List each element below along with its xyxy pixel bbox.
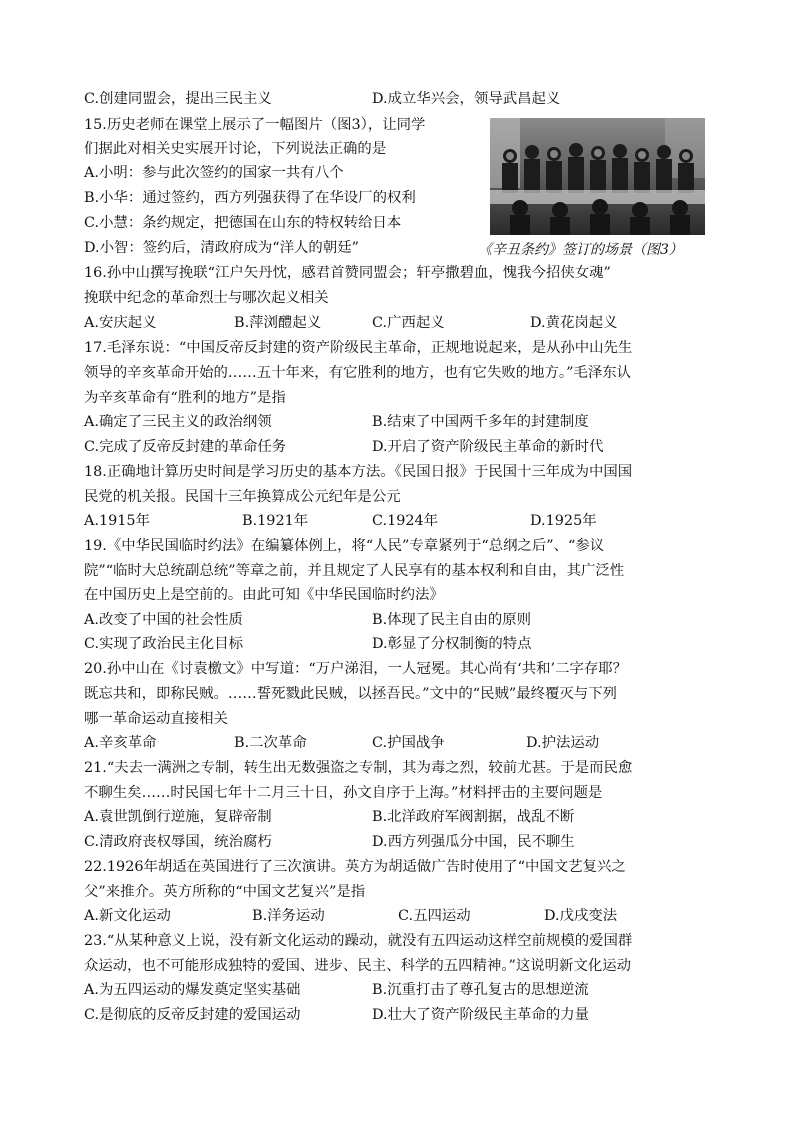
q21-option-a: A.袁世凯倒行逆施，复辟帝制 bbox=[84, 809, 272, 825]
q15-option-b: B.小华：通过签约，西方列强获得了在华设厂的权利 bbox=[84, 190, 416, 206]
q22-option-c: C.五四运动 bbox=[398, 908, 471, 924]
q22-option-d: D.戊戌变法 bbox=[544, 908, 618, 924]
q18-stem-line1: 18.正确地计算历史时间是学习历史的基本方法。《民国日报》于民国十三年成为中国国 bbox=[84, 464, 633, 480]
treaty-signing-photo bbox=[490, 118, 705, 235]
q20-stem-line3: 哪一革命运动直接相关 bbox=[84, 711, 228, 727]
q15-option-d: D.小智：签约后，清政府成为“洋人的朝廷” bbox=[84, 240, 359, 256]
q15-option-c: C.小慧：条约规定，把德国在山东的特权转给日本 bbox=[84, 215, 402, 231]
q21-option-b: B.北洋政府军阀割据，战乱不断 bbox=[372, 809, 575, 825]
q20-stem-line1: 20.孙中山在《讨袁檄文》中写道：“万户涕泪，一人冠冕。其心尚有‘共和’二字存耶？ bbox=[84, 661, 628, 677]
q18-stem-line2: 民党的机关报。民国十三年换算成公元纪年是公元 bbox=[84, 489, 401, 505]
photo-illustration bbox=[490, 118, 705, 235]
q22-stem-line2: 父”来推介。英方所称的“中国文艺复兴”是指 bbox=[84, 884, 366, 900]
q21-option-c: C.清政府丧权辱国，统治腐朽 bbox=[84, 834, 272, 850]
q23-option-b: B.沉重打击了尊孔复古的思想逆流 bbox=[372, 982, 589, 998]
q15-option-a: A.小明：参与此次签约的国家一共有八个 bbox=[84, 165, 344, 181]
q18-option-c: C.1924年 bbox=[372, 513, 439, 529]
q16-option-b: B.萍浏醴起义 bbox=[234, 315, 322, 331]
q16-option-a: A.安庆起义 bbox=[84, 315, 157, 331]
q14-option-c: C.创建同盟会，提出三民主义 bbox=[84, 91, 272, 107]
q21-stem-line2: 不聊生矣……时民国七年十二月三十日，孙文自序于上海。”材料抨击的主要问题是 bbox=[84, 785, 603, 801]
q20-option-c: C.护国战争 bbox=[372, 735, 445, 751]
photo-caption: 《辛丑条约》签订的场景（图3） bbox=[478, 242, 683, 258]
q19-stem-line2: 院”“临时大总统副总统”等章之前，并且规定了人民享有的基本权利和自由，其广泛性 bbox=[84, 563, 625, 579]
q19-stem-line1: 19.《中华民国临时约法》在编纂体例上，将“人民”专章紧列于“总纲之后”、“参议 bbox=[84, 538, 605, 554]
q22-stem-line1: 22.1926年胡适在英国进行了三次演讲。英方为胡适做广告时使用了“中国文艺复兴之 bbox=[84, 859, 626, 875]
q19-stem-line3: 在中国历史上是空前的。由此可知《中华民国临时约法》 bbox=[84, 587, 444, 603]
q17-option-a: A.确定了三民主义的政治纲领 bbox=[84, 414, 272, 430]
q19-option-c: C.实现了政治民主化目标 bbox=[84, 636, 243, 652]
q17-stem-line3: 为辛亥革命有“胜利的地方”是指 bbox=[84, 390, 286, 406]
q21-option-d: D.西方列强瓜分中国，民不聊生 bbox=[372, 834, 575, 850]
q23-option-d: D.壮大了资产阶级民主革命的力量 bbox=[372, 1007, 590, 1023]
q19-option-a: A.改变了中国的社会性质 bbox=[84, 612, 243, 628]
q16-option-c: C.广西起义 bbox=[372, 315, 445, 331]
q19-option-b: B.体现了民主自由的原则 bbox=[372, 612, 532, 628]
q16-stem-line1: 16.孙中山撰写挽联“江户矢丹忱，感君首赞同盟会；轩亭撒碧血，愧我今招侠女魂” bbox=[84, 265, 611, 281]
q17-stem-line1: 17.毛泽东说：“中国反帝反封建的资产阶级民主革命，正规地说起来，是从孙中山先生 bbox=[84, 340, 633, 356]
q20-option-b: B.二次革命 bbox=[234, 735, 307, 751]
q23-option-c: C.是彻底的反帝反封建的爱国运动 bbox=[84, 1007, 301, 1023]
q22-option-b: B.洋务运动 bbox=[252, 908, 325, 924]
q15-stem-line2: 们据此对相关史实展开讨论，下列说法正确的是 bbox=[84, 141, 387, 157]
q22-option-a: A.新文化运动 bbox=[84, 908, 171, 924]
q17-option-b: B.结束了中国两千多年的封建制度 bbox=[372, 414, 589, 430]
q20-option-d: D.护法运动 bbox=[526, 735, 600, 751]
q15-stem-line1: 15.历史老师在课堂上展示了一幅图片（图3），让同学 bbox=[84, 117, 426, 133]
q23-stem-line2: 众运动，也不可能形成独特的爱国、进步、民主、科学的五四精神。”这说明新文化运动 bbox=[84, 958, 632, 974]
q20-stem-line2: 既忘共和，即称民贼。……誓死戮此民贼，以拯吾民。”文中的“民贼”最终覆灭与下列 bbox=[84, 686, 617, 702]
q17-option-d: D.开启了资产阶级民主革命的新时代 bbox=[372, 439, 604, 455]
q19-option-d: D.彰显了分权制衡的特点 bbox=[372, 636, 532, 652]
q21-stem-line1: 21.“夫去一满洲之专制，转生出无数强盗之专制，其为毒之烈，较前尤甚。于是而民愈 bbox=[84, 760, 633, 776]
q14-option-d: D.成立华兴会，领导武昌起义 bbox=[372, 91, 561, 107]
q17-option-c: C.完成了反帝反封建的革命任务 bbox=[84, 439, 287, 455]
q16-option-d: D.黄花岗起义 bbox=[530, 315, 618, 331]
q18-option-a: A.1915年 bbox=[84, 513, 150, 529]
q17-stem-line2: 领导的辛亥革命开始的……五十年来，有它胜利的地方，也有它失败的地方。”毛泽东认 bbox=[84, 365, 632, 381]
q23-option-a: A.为五四运动的爆发奠定坚实基础 bbox=[84, 982, 301, 998]
q18-option-b: B.1921年 bbox=[242, 513, 309, 529]
q23-stem-line1: 23.“从某种意义上说，没有新文化运动的躁动，就没有五四运动这样空前规模的爱国群 bbox=[84, 933, 633, 949]
q18-option-d: D.1925年 bbox=[530, 513, 597, 529]
q20-option-a: A.辛亥革命 bbox=[84, 735, 157, 751]
q16-stem-line2: 挽联中纪念的革命烈士与哪次起义相关 bbox=[84, 290, 329, 306]
